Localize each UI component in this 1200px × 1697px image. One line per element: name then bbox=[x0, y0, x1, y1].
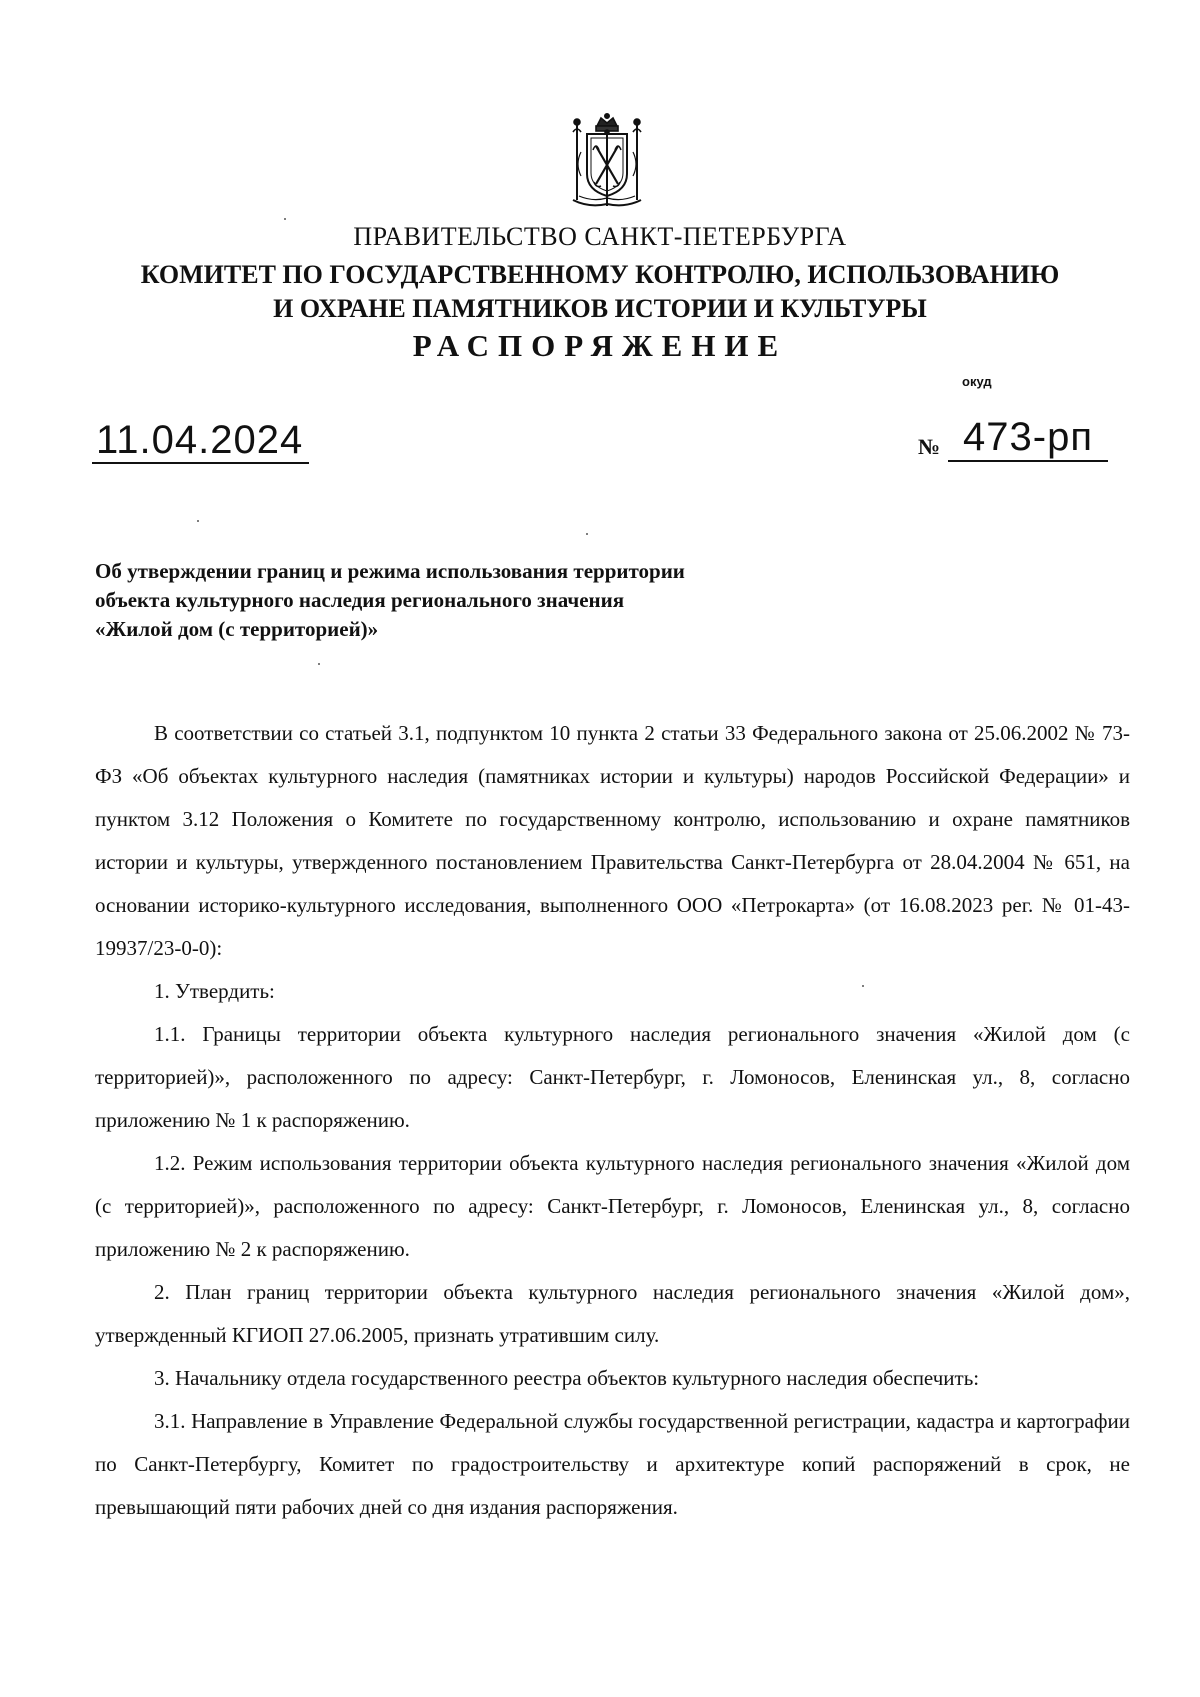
document-title bbox=[95, 557, 685, 644]
clause-3-1: 3.1. Направление в Управление Федеральной службы государственной регистрации, кадастра и картографии по Санкт-Петербургу, Комитет по градостроительству и архитектуре копий распоряжений в срок, не превышающий пяти рабочих дней со дня издания распоряжения. bbox=[95, 1409, 1130, 1519]
title-line: объекта культурного наследия регионального значения bbox=[95, 588, 625, 612]
clause-1-2: 1.2. Режим использования территории объекта культурного наследия регионального значения «Жилой дом (с территорией)», расположенного по адресу: Санкт-Петербург, г. Ломоносов, Еленинская ул., 8, согласно приложению № 2 к распоряжению. bbox=[95, 1151, 1130, 1261]
title-line: «Жилой дом (с территорией)» bbox=[95, 617, 379, 641]
scan-speck bbox=[586, 533, 588, 535]
government-name: ПРАВИТЕЛЬСТВО САНКТ-ПЕТЕРБУРГА bbox=[353, 222, 847, 251]
title-line: Об утверждении границ и режима использования территории bbox=[95, 559, 685, 583]
preamble-paragraph: В соответствии со статьей 3.1, подпунктом 10 пункта 2 статьи 33 Федерального закона от 25.06.2002 № 73-ФЗ «Об объектах культурного наследия (памятниках истории и культуры) народов Российской Федерации» и пунктом 3.12 Положения о Комитете по государственному контролю, использованию и охране памятников истории и культуры, утвержденного постановлением Правительства Санкт-Петербурга от 28.04.2004 № 651, на основании историко-культурного исследования, выполненного ООО «Петрокарта» (от 16.08.2023 рег. № 01-43-19937/23-0-0): bbox=[95, 721, 1130, 960]
clause-1: 1. Утвердить: bbox=[154, 979, 275, 1003]
scan-speck bbox=[862, 985, 864, 987]
clause-1-1: 1.1. Границы территории объекта культурного наследия регионального значения «Жилой дом (с территорией)», расположенного по адресу: Санкт-Петербург, г. Ломоносов, Еленинская ул., 8, согласно приложению № 1 к распоряжению. bbox=[95, 1022, 1130, 1132]
okud-label: окуд bbox=[962, 374, 992, 389]
committee-name-line2: И ОХРАНЕ ПАМЯТНИКОВ ИСТОРИИ И КУЛЬТУРЫ bbox=[273, 294, 927, 323]
handwritten-document-number: 473-рп bbox=[948, 414, 1108, 462]
coat-of-arms-icon bbox=[565, 112, 649, 212]
clause-2: 2. План границ территории объекта культурного наследия регионального значения «Жилой дом», утвержденный КГИОП 27.06.2005, признать утратившим силу. bbox=[95, 1280, 1130, 1347]
scan-speck bbox=[197, 520, 199, 522]
number-sign: № bbox=[918, 434, 941, 459]
document-type-heading: РАСПОРЯЖЕНИЕ bbox=[412, 328, 788, 363]
document-body bbox=[95, 712, 1130, 1529]
scan-speck bbox=[284, 218, 286, 220]
committee-name-line1: КОМИТЕТ ПО ГОСУДАРСТВЕННОМУ КОНТРОЛЮ, ИСПОЛЬЗОВАНИЮ bbox=[140, 260, 1060, 289]
scan-speck bbox=[318, 663, 320, 665]
clause-3: 3. Начальнику отдела государственного реестра объектов культурного наследия обеспечить: bbox=[154, 1366, 980, 1390]
handwritten-date: 11.04.2024 bbox=[92, 418, 309, 464]
